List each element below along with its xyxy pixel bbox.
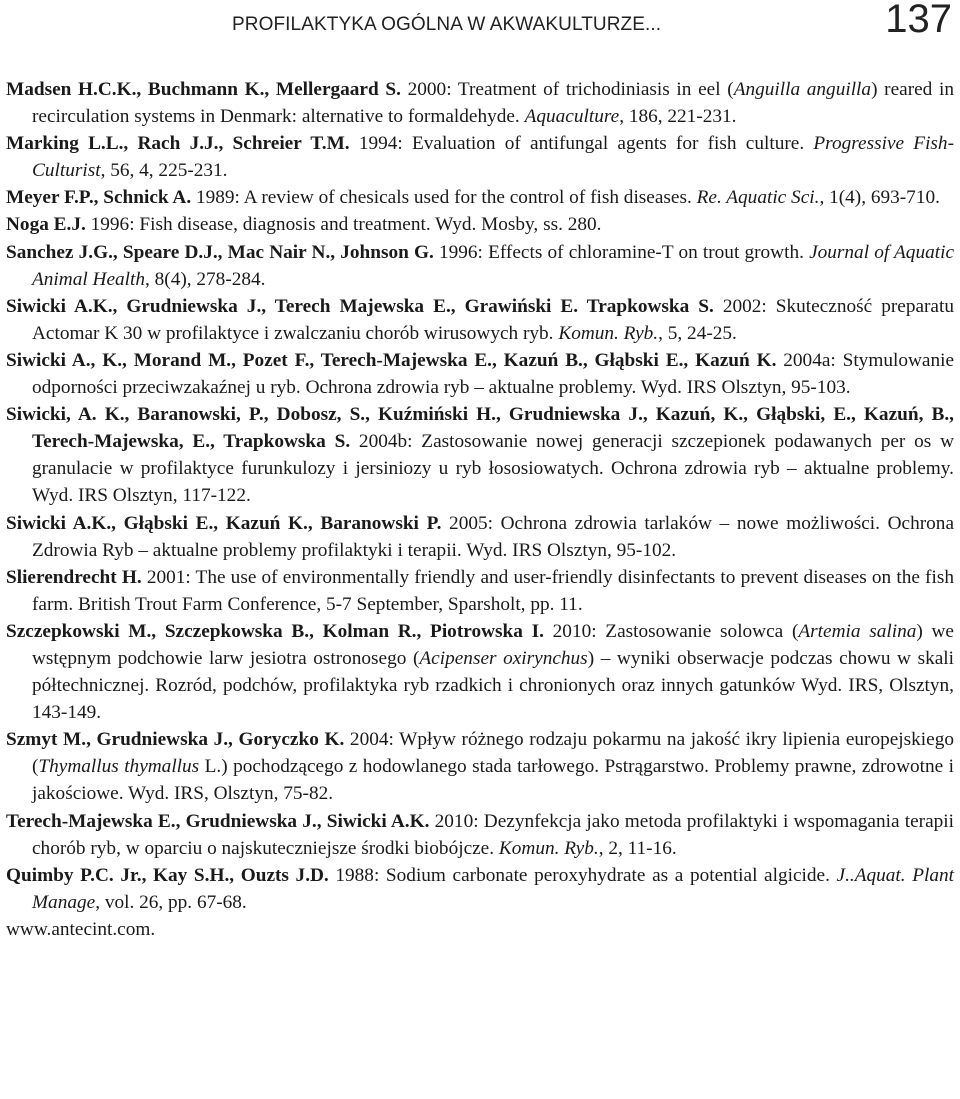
reference-authors: Szmyt M., Grudniewska J., Goryczko K. (6, 729, 345, 751)
reference-authors: Siwicki A.K., Głąbski E., Kazuń K., Baranowski P. (6, 512, 442, 534)
reference-text: 1994: Evaluation of antifungal agents for fish culture. (349, 133, 814, 155)
running-header (0, 0, 960, 52)
reference-entry (6, 184, 954, 211)
reference-text: ) – wyniki obserwacje podczas chowu w skali półtechnicznej. Rozród, podchów, profilaktyka ryb rzadkich i chronionych oraz innych gatunków Wyd. IRS, Olsztyn, 143-149. (32, 647, 954, 724)
reference-text: , 8(4), 278-284. (145, 268, 266, 290)
reference-entry (6, 130, 954, 184)
reference-text: , 56, 4, 225-231. (100, 160, 228, 182)
reference-italic-text: J..Aquat. Plant Manage (32, 864, 955, 913)
reference-authors: Noga E.J. (6, 214, 86, 236)
reference-text: 1988: Sodium carbonate peroxyhydrate as a potential algicide. (328, 864, 837, 886)
reference-text: 2004b: Zastosowanie nowej generacji szczepionek podawanych per os w granulacie w profilaktyce furunkulozy i jersiniozy u ryb łososiowatych. Ochrona zdrowia ryb – aktualne problemy. Wyd. IRS Olsztyn, 117-122. (32, 431, 954, 507)
reference-italic-text: Anguilla anguilla (733, 79, 872, 100)
reference-text: , 5, 24-25. (658, 322, 737, 344)
reference-text: 1996: Fish disease, diagnosis and treatment. Wyd. Mosby, ss. 280. (85, 214, 602, 236)
reference-text: , 2, 11-16. (598, 837, 677, 859)
reference-entry (6, 347, 954, 401)
reference-text: 2005: Ochrona zdrowia tarlaków – nowe możliwości. Ochrona Zdrowia Ryb – aktualne problemy profilaktyki i terapii. Wyd. IRS Olsztyn, 95-102. (32, 512, 955, 561)
reference-authors: Slierendrecht H. (6, 566, 142, 588)
reference-text: 2010: Zastosowanie solowca ( (543, 620, 799, 642)
reference-text: ) reared in recirculation systems in Denmark: alternative to formaldehyde. (32, 79, 955, 128)
reference-text: L.) pochodzącego z hodowlanego stada tarłowego. Pstrągarstwo. Problemy prawne, zdrowotne i jakościowe. Wyd. IRS, Olsztyn, 75-82. (32, 756, 954, 805)
reference-text: 2010: Dezynfekcja jako metoda profilaktyki i wspomagania terapii chorób ryb, w oparciu o najskuteczniejsze środki biobójcze. (32, 810, 954, 859)
reference-authors: Quimby P.C. Jr., Kay S.H., Ouzts J.D. (6, 864, 329, 886)
reference-text: 2001: The use of environmentally friendly and user-friendly disinfectants to prevent diseases on the fish farm. British Trout Farm Conference, 5-7 September, Sparsholt, pp. 11. (32, 566, 954, 615)
reference-italic-text: Artemia salina (798, 620, 917, 642)
reference-text: 1996: Effects of chloramine-T on trout growth. (433, 241, 810, 263)
reference-entry (6, 510, 954, 564)
reference-authors: Terech-Majewska E., Grudniewska J., Siwicki A.K. (6, 810, 430, 832)
reference-text: , vol. 26, pp. 67-68. (95, 891, 247, 913)
reference-authors: Marking L.L., Rach J.J., Schreier T.M. (6, 133, 350, 155)
header-title: PROFILAKTYKA OGÓLNA W AKWAKULTURZE... (232, 14, 662, 35)
page-number: 137 (885, 0, 952, 41)
reference-text: , 1(4), 693-710. (819, 187, 940, 209)
reference-entry (6, 76, 954, 130)
reference-italic-text: Re. Aquatic Sci. (696, 187, 820, 209)
reference-text: 1989: A review of chesicals used for the control of fish diseases. (191, 187, 697, 209)
reference-authors: Szczepkowski M., Szczepkowska B., Kolman R., Piotrowska I. (6, 620, 544, 642)
reference-entry (6, 726, 954, 807)
reference-entry (6, 618, 954, 726)
reference-authors: Siwicki, A. K., Baranowski, P., Dobosz, S., Kuźmiński H., Grudniewska J., Kazuń, K., Głąbski, E., Kazuń, B., Terech-Majewska, E., Trapkowska S. (6, 404, 954, 453)
reference-entry (6, 211, 954, 238)
reference-italic-text: Journal of Aquatic Animal Health (32, 241, 955, 290)
reference-authors: Siwicki A., K., Morand M., Pozet F., Terech-Majewska E., Kazuń B., Głąbski E., Kazuń K. (6, 349, 777, 371)
reference-text: , 186, 221-231. (619, 106, 737, 128)
reference-authors: Siwicki A.K., Grudniewska J., Terech Majewska E., Grawiński E. Trapkowska S. (6, 295, 714, 317)
reference-italic-text: Progressive Fish-Culturist (32, 133, 954, 182)
reference-authors: Meyer F.P., Schnick A. (6, 187, 192, 209)
reference-entries (6, 76, 954, 916)
reference-italic-text: Thymallus thymallus (38, 756, 200, 778)
reference-italic-text: Aquaculture (524, 106, 620, 128)
reference-authors: Sanchez J.G., Speare D.J., Mac Nair N., Johnson G. (6, 241, 434, 263)
reference-entry (6, 862, 954, 916)
reference-entry (6, 808, 954, 862)
reference-entry (6, 293, 954, 347)
reference-italic-text: Komun. Ryb. (558, 322, 659, 344)
reference-text: ) we wstępnym podchowie larw jesiotra ostronosego ( (32, 620, 954, 669)
reference-italic-text: Acipenser oxirynchus (419, 647, 588, 669)
reference-italic-text: Komun. Ryb. (498, 837, 599, 859)
reference-entry (6, 564, 954, 618)
reference-text: 2004: Wpływ różnego rodzaju pokarmu na jakość ikry lipienia europejskiego ( (32, 729, 954, 778)
footer-url[interactable]: www.antecint.com. (6, 918, 156, 940)
reference-text: 2002: Skuteczność preparatu Actomar K 30 w profilaktyce i zwalczaniu chorób wirusowych ryb. (32, 295, 954, 344)
reference-authors: Madsen H.C.K., Buchmann K., Mellergaard S. (6, 79, 401, 100)
reference-text: 2004a: Stymulowanie odporności przeciwzakaźnej u ryb. Ochrona zdrowia ryb – aktualne problemy. Wyd. IRS Olsztyn, 95-103. (32, 349, 954, 399)
reference-entry (6, 239, 954, 293)
reference-text: 2000: Treatment of trichodiniasis in eel ( (400, 79, 734, 100)
reference-entry (6, 401, 954, 509)
reference-list (6, 76, 954, 943)
